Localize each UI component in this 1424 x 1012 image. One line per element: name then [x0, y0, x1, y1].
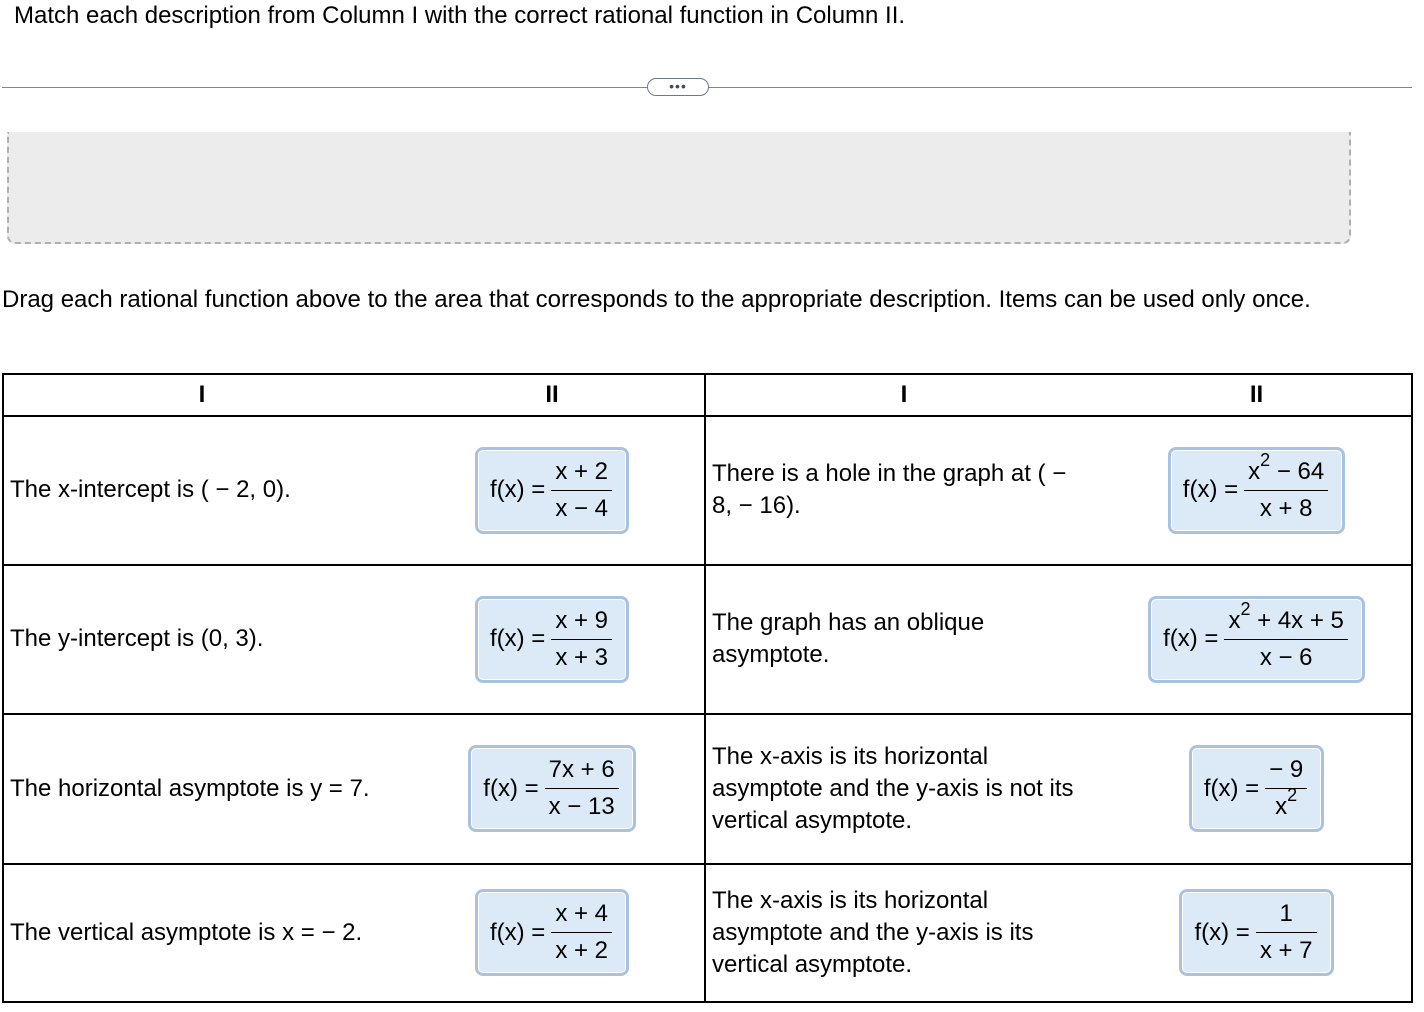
table-row: [3, 714, 1412, 863]
function-tile[interactable]: f(x) = $\frac{x^2 + 4x + 5}{x - 6}$: [1148, 596, 1365, 683]
description-hole: There is a hole in the graph at ( − 8, − 16).: [705, 416, 1102, 564]
table-row: [3, 416, 1412, 564]
function-tile[interactable]: f(x) = $\frac{x + 4}{x + 2}$: [475, 889, 629, 976]
drop-target[interactable]: [400, 565, 705, 714]
drop-target[interactable]: [1102, 565, 1412, 714]
column-header-i: I: [3, 374, 400, 416]
fraction: $\frac{x + 2}{x - 4}$: [551, 458, 612, 523]
description-horizontal-asymptote: The horizontal asymptote is y = 7.: [3, 714, 400, 863]
description-x-axis-and-y-axis: The x-axis is its horizontal asymptote and the y-axis is its vertical asymptote.: [705, 864, 1102, 1002]
description-oblique-asymptote: The graph has an oblique asymptote.: [705, 565, 1102, 714]
drop-target[interactable]: [400, 416, 705, 564]
function-tile[interactable]: f(x) = $\frac{x^2 - 64}{x + 8}$: [1168, 447, 1345, 534]
fraction: $\frac{x + 9}{x + 3}$: [551, 607, 612, 672]
drop-target[interactable]: [1102, 714, 1412, 863]
fraction: $\frac{x^2 + 4x + 5}{x - 6}$: [1224, 607, 1347, 672]
fraction: $\frac{7x + 6}{x - 13}$: [545, 756, 619, 821]
function-tile[interactable]: f(x) = $\frac{- 9}{x^2}$: [1189, 745, 1324, 832]
drop-target[interactable]: [400, 864, 705, 1002]
description-vertical-asymptote: The vertical asymptote is x = − 2.: [3, 864, 400, 1002]
function-tile[interactable]: f(x) = $\frac{1}{x + 7}$: [1179, 889, 1333, 976]
fraction: $\frac{- 9}{x^2}$: [1265, 756, 1307, 821]
function-tile[interactable]: f(x) = $\frac{x + 9}{x + 3}$: [475, 596, 629, 683]
description-y-intercept: The y-intercept is (0, 3).: [3, 565, 400, 714]
description-x-intercept: The x-intercept is ( − 2, 0).: [3, 416, 400, 564]
drag-instruction: Drag each rational function above to the area that corresponds to the appropriate description. Items can be used only once.: [2, 286, 1311, 313]
table-row: [3, 864, 1412, 1002]
header-row: [3, 374, 1412, 416]
column-header-ii: II: [1102, 374, 1412, 416]
fraction: $\frac{x + 4}{x + 2}$: [551, 900, 612, 965]
function-tile[interactable]: f(x) = $\frac{7x + 6}{x - 13}$: [468, 745, 635, 832]
question-instruction: Match each description from Column I with the correct rational function in Column II.: [14, 2, 906, 29]
more-options-button[interactable]: •••: [647, 78, 709, 96]
fraction: $\frac{1}{x + 7}$: [1256, 900, 1317, 965]
function-tile[interactable]: f(x) = $\frac{x + 2}{x - 4}$: [475, 447, 629, 534]
description-x-axis-not-vertical: The x-axis is its horizontal asymptote and the y-axis is not its vertical asymptote.: [705, 714, 1102, 863]
answer-tray-dropzone[interactable]: [7, 132, 1351, 244]
table-row: [3, 565, 1412, 714]
column-header-i: I: [705, 374, 1102, 416]
column-header-ii: II: [400, 374, 705, 416]
drop-target[interactable]: [1102, 416, 1412, 564]
drop-target[interactable]: [400, 714, 705, 863]
drop-target[interactable]: [1102, 864, 1412, 1002]
matching-table: [2, 373, 1413, 1003]
fraction: $\frac{x^2 - 64}{x + 8}$: [1244, 458, 1328, 523]
